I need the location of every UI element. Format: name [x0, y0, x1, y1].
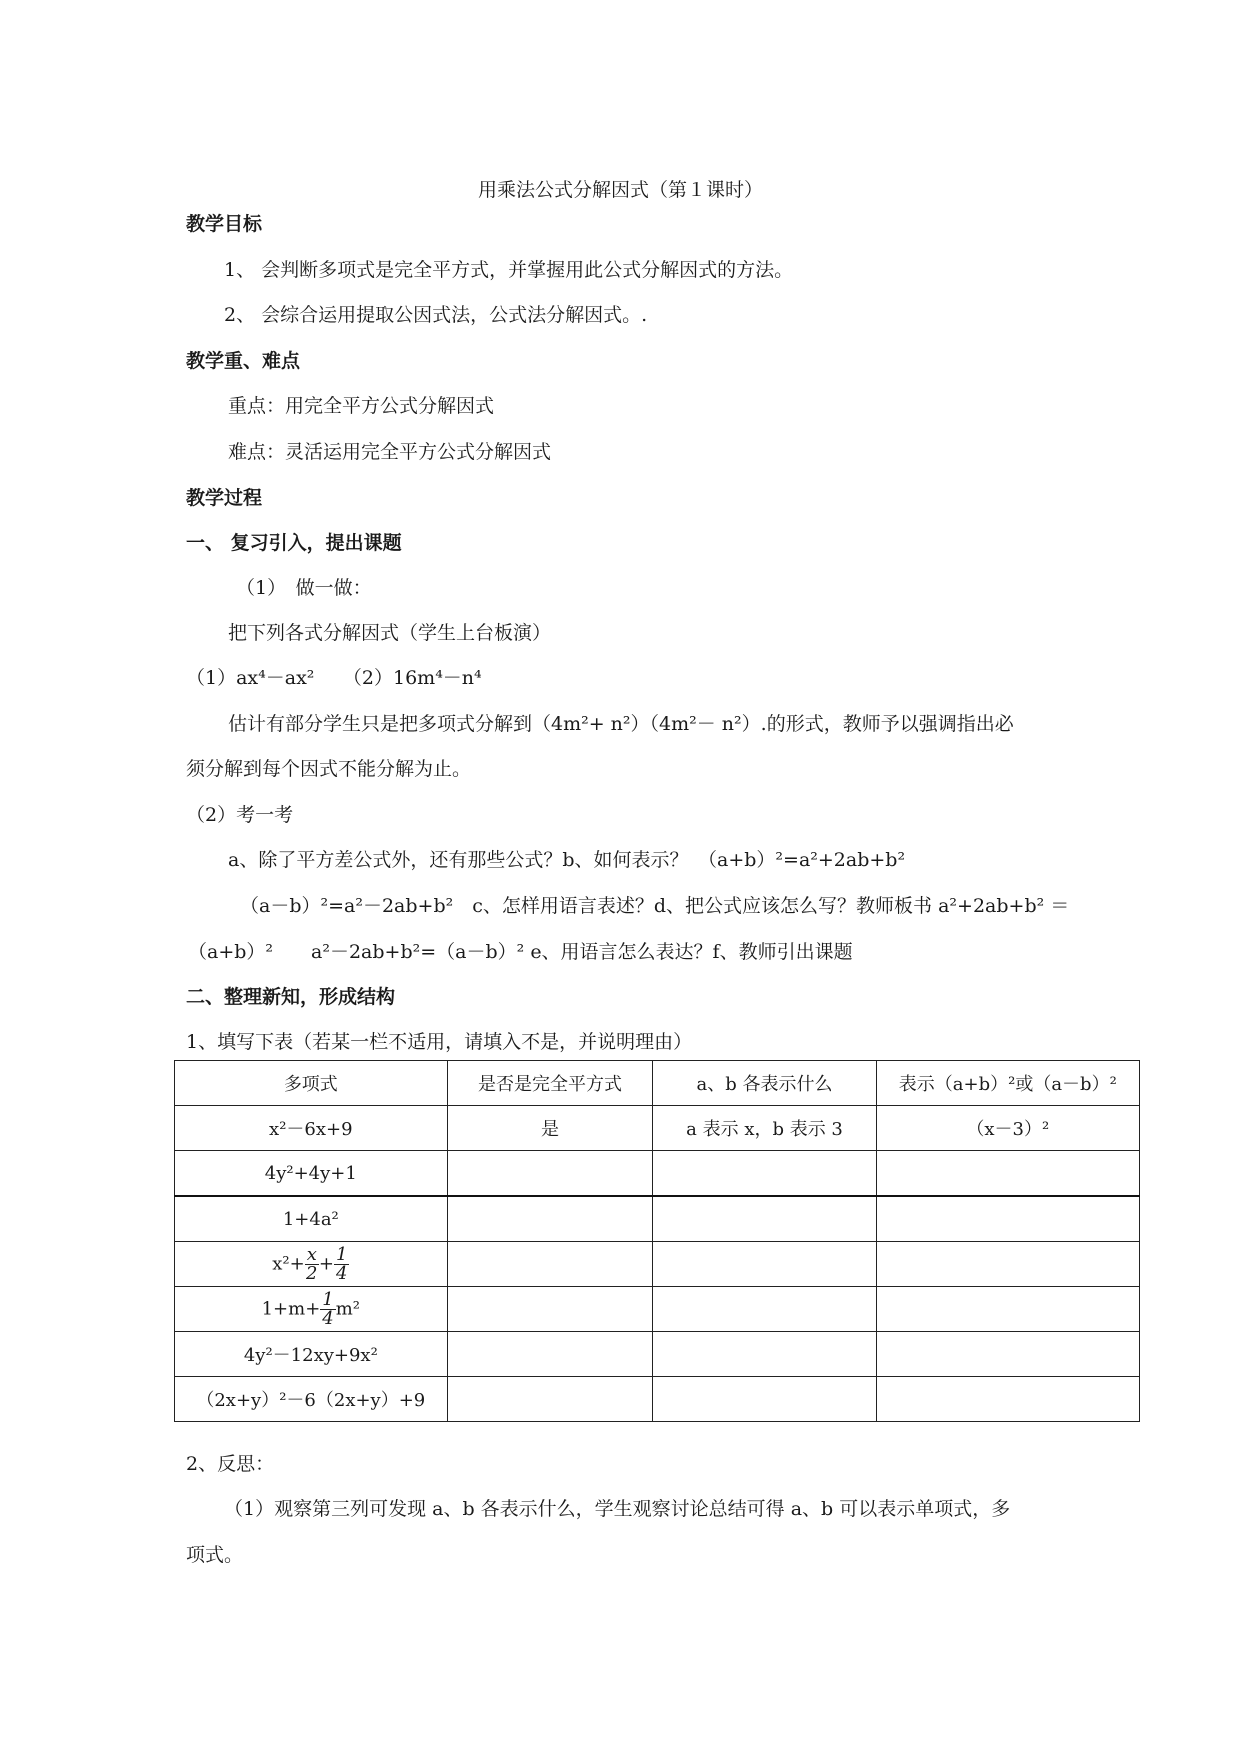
table-intro: 1、填写下表（若某一栏不适用，请填入不是，并说明理由） [186, 1031, 693, 1053]
process-heading: 教学过程 [186, 487, 263, 509]
table-cell [876, 1287, 1139, 1332]
key-point: 重点：用完全平方公式分解因式 [228, 395, 495, 417]
think-line-1: a、除了平方差公式外，还有那些公式？b、如何表示？ （a+b）²=a²+2ab+b² [228, 849, 906, 871]
page-title: 用乘法公式分解因式（第１课时） [477, 179, 763, 201]
estimate-line-2: 须分解到每个因式不能分解为止。 [186, 758, 472, 780]
goal-1: 1、 会判断多项式是完全平方式，并掌握用此公式分解因式的方法。 [224, 259, 794, 281]
fraction-denominator: 2 [306, 1262, 318, 1284]
table-row [175, 1242, 1140, 1287]
table-cell [447, 1287, 653, 1332]
table-cell: 是 [447, 1106, 653, 1151]
table-cell [447, 1242, 653, 1287]
table-cell [653, 1332, 876, 1377]
step2-label: （2）考一考 [186, 804, 294, 826]
table-cell [447, 1196, 653, 1242]
table-cell: （2x+y）²－6（2x+y）+9 [175, 1377, 448, 1422]
header-is-perfect-square: 是否是完全平方式 [447, 1061, 653, 1106]
fraction-numerator: 1 [322, 1288, 334, 1310]
fraction-denominator: 4 [322, 1307, 334, 1329]
table-cell [653, 1287, 876, 1332]
table-cell: x²－6x+9 [175, 1106, 448, 1151]
table-cell [447, 1332, 653, 1377]
goal-2: 2、 会综合运用提取公因式法，公式法分解因式。. [224, 304, 648, 326]
expr-suffix: m² [335, 1298, 361, 1319]
table-cell: （x－3）² [876, 1106, 1139, 1151]
fraction-denominator: 4 [335, 1262, 348, 1284]
table-header-row [175, 1061, 1140, 1106]
table-cell [447, 1377, 653, 1422]
expr-plus: + [318, 1253, 334, 1274]
header-expression: 表示（a+b）²或（a－b）² [876, 1061, 1139, 1106]
fraction-numerator: x [306, 1243, 317, 1265]
table-cell [876, 1151, 1139, 1197]
fraction [305, 1243, 319, 1284]
step1-label: （1） 做一做： [236, 577, 372, 599]
part1-heading: 一、 复习引入，提出课题 [186, 532, 402, 554]
table-cell [876, 1242, 1139, 1287]
table-row [175, 1151, 1140, 1197]
estimate-line-1: 估计有部分学生只是把多项式分解到（4m²+ n²）（4m²－ n²）.的形式，教师予以强调指出必 [228, 713, 1014, 735]
step1-text: 把下列各式分解因式（学生上台板演） [228, 622, 552, 644]
table-cell [876, 1377, 1139, 1422]
reflect-heading: 2、反思： [186, 1453, 275, 1475]
table-cell-fraction-expression [175, 1242, 448, 1287]
expr-prefix: 1+m+ [261, 1298, 321, 1319]
header-a-b-meaning: a、b 各表示什么 [653, 1061, 876, 1106]
table-cell [876, 1332, 1139, 1377]
fraction-numerator: 1 [335, 1243, 348, 1265]
key-heading: 教学重、难点 [186, 350, 301, 372]
table-row [175, 1196, 1140, 1242]
table-cell: a 表示 x，b 表示 3 [653, 1106, 876, 1151]
reflect-line-1: （1）观察第三列可发现 a、b 各表示什么，学生观察讨论总结可得 a、b 可以表示单项式，多 [224, 1498, 1011, 1520]
header-polynomial: 多项式 [175, 1061, 448, 1106]
goals-heading: 教学目标 [186, 213, 263, 235]
table-cell [653, 1151, 876, 1197]
table-cell [653, 1242, 876, 1287]
table-cell: 4y²+4y+1 [175, 1151, 448, 1197]
table-cell: 1+4a² [175, 1196, 448, 1242]
difficult-point: 难点：灵活运用完全平方公式分解因式 [228, 441, 552, 463]
fill-in-table [174, 1060, 1140, 1422]
table-cell [653, 1377, 876, 1422]
think-line-2: （a－b）²=a²－2ab+b² c、怎样用语言表述？d、把公式应该怎么写？教师板书 a²+2ab+b² ＝ [240, 895, 1070, 917]
table-row [175, 1287, 1140, 1332]
fraction [334, 1243, 349, 1284]
table-cell [876, 1196, 1139, 1242]
exercise-line: （1）ax⁴－ax² （2）16m⁴－n⁴ [186, 667, 482, 689]
table-row [175, 1332, 1140, 1377]
table-row [175, 1377, 1140, 1422]
table-cell: 4y²－12xy+9x² [175, 1332, 448, 1377]
table-cell [653, 1196, 876, 1242]
expr-prefix: x²+ [272, 1253, 305, 1274]
table-cell-fraction-expression [175, 1287, 448, 1332]
reflect-line-2: 项式。 [186, 1544, 244, 1566]
fraction [320, 1288, 335, 1329]
table-row [175, 1106, 1140, 1151]
table-cell [447, 1151, 653, 1197]
part2-heading: 二、整理新知，形成结构 [186, 986, 396, 1008]
think-line-3: （a+b）² a²－2ab+b²=（a－b）² e、用语言怎么表达？f、教师引出课题 [188, 941, 853, 963]
